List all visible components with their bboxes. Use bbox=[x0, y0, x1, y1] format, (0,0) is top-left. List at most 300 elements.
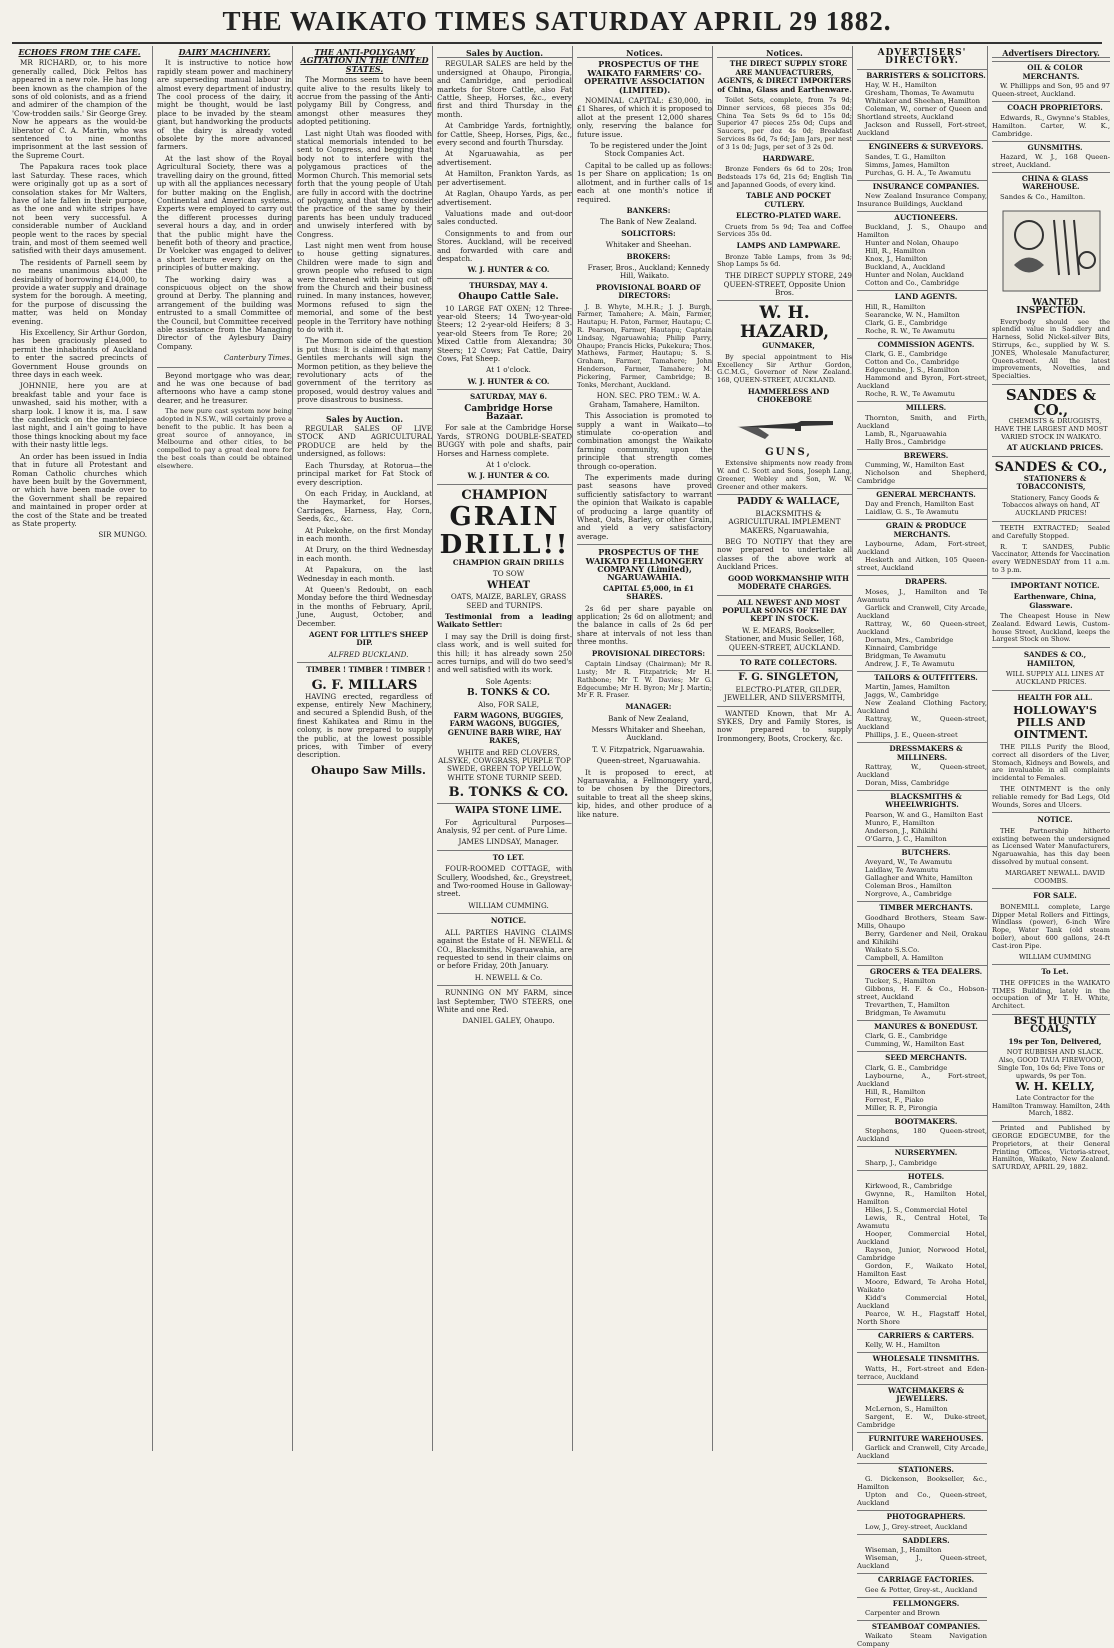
directory-entry: Jaggs, W., Cambridge bbox=[865, 691, 939, 700]
for-sale-heading: FOR SALE. bbox=[1033, 891, 1077, 901]
directory-entry: Hesketh and Aitken, 105 Queen-street, Auckland bbox=[857, 556, 987, 573]
cambridge-sale bbox=[437, 389, 572, 481]
sandes-chemists: CHEMISTS & DRUGGISTS, HAVE THE LARGEST AND MOST VARIED STOCK IN WAIKATO. bbox=[994, 417, 1108, 441]
also-for-sale: Also, FOR SALE, bbox=[477, 699, 540, 709]
echoes-paragraph-6: An order has been issued in India that in future all Protestant and Roman Catholic churches which have been built by the Government, or which have been made over to the Government shall be repaired and maintained in proper order at the cost of the State and be treated as State property. bbox=[12, 451, 147, 528]
offices-to-let-advert bbox=[992, 964, 1110, 1011]
auctions-heading: Sales by Auction. bbox=[437, 49, 572, 58]
directory-section-heading: SEED MERCHANTS. bbox=[857, 1051, 987, 1062]
grain-drill-advert bbox=[437, 484, 572, 800]
imprint-text: Printed and Published by GEORGE EDGECUMBE, for the Proprietors, at their General Printing Offices, Victoria-street, Hamilton, Waikato, New Zealand. SATURDAY, APRIL 29, 1882. bbox=[992, 1124, 1110, 1172]
directory-entry: Kelly, W. H., Hamilton bbox=[865, 1341, 941, 1350]
store-address: THE DIRECT SUPPLY STORE, 249 QUEEN-STREET, Opposite Union Bros. bbox=[723, 271, 852, 298]
directory-section-heading: SADDLERS. bbox=[857, 1534, 987, 1545]
directory-entry: Phillips, J. E., Queen-street bbox=[865, 731, 958, 740]
earthenware-paragraph: The Cheapest House in New Zealand. Edward Lewis, Custom-house Street, Auckland, keeps the Largest Stock on Show. bbox=[992, 612, 1110, 644]
important-heading: IMPORTANT NOTICE. bbox=[1010, 580, 1100, 590]
directory-entry: Low, J., Grey-street, Auckland bbox=[865, 1522, 968, 1531]
fellmongery-shares: 2s 6d per share payable on application; 2s 6d on allotment; and the balance in calls of 2s 6d per share at intervals of not less than three months. bbox=[577, 603, 712, 647]
guns-paragraph: Extensive shipments now ready from W. and C. Scott and Sons, Joseph Lang, Greener, Webley and Son, W. W. Greener and other makers. bbox=[717, 459, 852, 491]
directory-entry: Cotton and Co., Cambridge bbox=[865, 279, 960, 288]
saddlery-illustration-icon bbox=[999, 205, 1104, 295]
brokers: Fraser, Bros., Auckland; Kennedy Hill, Waikato. bbox=[587, 262, 710, 281]
mears-address: W. E. MEARS, Bookseller, Stationer, and Music Seller, 168, QUEEN-STREET, AUCKLAND. bbox=[724, 625, 845, 652]
directory-section-heading: COMMISSION AGENTS. bbox=[857, 338, 987, 349]
rate-collectors-heading: TO RATE COLLECTORS. bbox=[740, 657, 837, 667]
directory-entry: Kinnaird, Cambridge bbox=[865, 643, 938, 652]
auckland-prices: AT AUCKLAND PRICES. bbox=[1006, 443, 1104, 453]
fellmongery-office: Queen-street, Ngaruawahia. bbox=[596, 756, 701, 766]
directory-entry: Munro, F., Hamilton bbox=[865, 818, 935, 827]
directory-entry: Laidlaw, Te Awamutu bbox=[865, 866, 939, 875]
directory-entry: Laybourne, Adam, Fort-street, Auckland bbox=[857, 540, 987, 557]
cutlery-heading: TABLE AND POCKET CUTLERY. bbox=[746, 191, 831, 209]
capital-calls: Capital to be called up as follows: 1s per Share on application; 1s on allotment, and in further calls of 1s each at one month's notice if required. bbox=[577, 160, 712, 204]
directory-heading: ADVERTISERS' DIRECTORY. bbox=[877, 48, 967, 67]
earthenware-heading: Earthenware, China, Glassware. bbox=[1013, 592, 1097, 610]
directory-entry: Lamb, R., Ngaruawahia bbox=[865, 429, 947, 438]
directory-entry: Hay, W. H., Hamilton bbox=[865, 81, 937, 90]
directory-entry: Waikato Steam Navigation Company bbox=[857, 1632, 987, 1648]
directory-entry: Doran, Miss, Cambridge bbox=[865, 778, 950, 787]
directory-entry: Andrew, J. F., Te Awamutu bbox=[865, 659, 955, 668]
hazard-name: W. H. HAZARD, bbox=[739, 303, 830, 343]
sales-paragraph-4: At Pukekohe, on the first Monday in each month. bbox=[297, 525, 432, 543]
directory-entry: Clark, G. E., Cambridge bbox=[865, 350, 948, 359]
wanted-advert bbox=[717, 706, 852, 744]
shotgun-icon bbox=[735, 409, 835, 445]
directory-section-heading: GRAIN & PRODUCE MERCHANTS. bbox=[857, 519, 987, 539]
solicitors: Whitaker and Sheehan. bbox=[605, 240, 692, 250]
directory-entry: Sargent, E. W., Duke-street, Cambridge bbox=[857, 1412, 987, 1429]
lime-signature: JAMES LINDSAY, Manager. bbox=[458, 837, 559, 847]
dairy-paragraph-5: The new pure cast system now being adopted in N.S.W., will certainly prove a benefit to the public. It has been a great source of annoyance, in Melbourne and other cities, to be compelled to pay a great deal more for the best coals than could be obtained elsewhere. bbox=[157, 407, 292, 470]
directory-entry: Roche, R. W., Te Awamutu bbox=[865, 326, 956, 335]
notices-heading-2: Notices. bbox=[717, 49, 852, 58]
offices-to-let-paragraph: THE OFFICES in the WAIKATO TIMES Building, lately in the occupation of Mr T. H. White, Architect. bbox=[992, 978, 1110, 1011]
inspection-paragraph: Everybody should see the splendid value in Saddlery and Harness, Solid Nickel-silver Bits, Stirrups, &c., supplied by W. S. JONES, Wholesale Manufacturer, Queen-street. All the latest improvements, Novelties, and Specialties. bbox=[992, 317, 1110, 381]
hon-secretary: HON. SEC. PRO TEM.: W. A. Graham, Tamahere, Hamilton. bbox=[589, 391, 701, 409]
teeth-advert bbox=[992, 521, 1110, 575]
directory-entry: Cumming, W., Hamilton East bbox=[865, 461, 965, 470]
directory-section-heading: FELLMONGERS. bbox=[857, 1597, 987, 1608]
directory-entry: Jackson and Russell, Fort-street, Auckland bbox=[857, 121, 987, 138]
sales-advert bbox=[297, 408, 432, 660]
polygamy-heading: THE ANTI-POLYGAMY AGITATION IN THE UNITED STATES. bbox=[300, 47, 429, 74]
hardware-list: Bronze Fenders 6s 6d to 20s; Iron Bedsteads 17s 6d, 21s 6d; English Tin and Japanned Goods, of every kind. bbox=[717, 165, 852, 189]
auctions-paragraph-4: At Hamilton, Frankton Yards, as per advertisement. bbox=[437, 169, 572, 187]
directory-entry: Thornton, Smith, and Firth, Auckland bbox=[857, 413, 987, 430]
hardware-heading: HARDWARE. bbox=[762, 153, 815, 163]
directory-entry: Tucker, S., Hamilton bbox=[865, 976, 936, 985]
directory-section-heading: GENERAL MERCHANTS. bbox=[857, 488, 987, 499]
coals-heading: BEST HUNTLY COALS, bbox=[1013, 1015, 1097, 1036]
directory-section-heading: PHOTOGRAPHERS. bbox=[857, 1510, 987, 1521]
directory-entry: Hooper, Commercial Hotel, Auckland bbox=[857, 1229, 987, 1246]
dairy-paragraph-4: Beyond mortgage who was dear, and he was one because of bad afternoons who have a camp stone dearer, and he treasurer. bbox=[157, 370, 292, 405]
auctioneer-signature-3: W. J. HUNTER & CO. bbox=[467, 471, 550, 481]
echoes-paragraph-3: The residents of Parnell seem by no means unanimous about the desirability of borrowing £14,000, to provide a water supply and drainage system for the borough. A meeting, for the purpose of discussing the matter, was held on Monday evening. bbox=[12, 257, 147, 326]
teeth-paragraph: TEETH EXTRACTED; Sealed and Carefully Stopped. bbox=[992, 524, 1110, 540]
auctioneer-signature-1: W. J. HUNTER & CO. bbox=[467, 265, 550, 275]
sandes-hamilton: SANDES & CO., HAMILTON, bbox=[1023, 650, 1087, 668]
china-list: Toilet Sets, complete, from 7s 9d; Dinner services, 68 pieces 35s 0d; China Tea Sets 9s 6d to 15s 0d; Superior 47 pieces 25s 0d; Cups and Saucers, per doz 4s 0d; Breakfast Services 8s 6d, 7s 6d; Jam Jars, per nest of 3 1s 0d; Jugs, per set of 3 2s 0d. bbox=[717, 96, 852, 151]
newspaper-title: THE WAIKATO TIMES SATURDAY APRIL 29 1882. bbox=[222, 6, 892, 36]
directory-entry: Cotton and Co., Cambridge bbox=[865, 358, 960, 367]
electroplate-heading: ELECTRO-PLATED WARE. bbox=[736, 211, 841, 221]
directory-entry: Dornan, Mrs., Cambridge bbox=[865, 635, 954, 644]
ohaupo-sale bbox=[437, 278, 572, 386]
polygamy-paragraph-2: Last night Utah was flooded with statical memorials intended to be sent to Congress, and begging that body not to interfere with the polygamous practices of the Mormon Church. This memorial sets forth that the young people of Utah are fully in accord with the doctrine of polygamy, and that they consider the practice of the same by their parents has been unduly traduced and unwisely interfered with by Congress. bbox=[297, 128, 432, 239]
wanted-paragraph: WANTED Known, that Mr A. SYKES, Dry and Family Stores, is now prepared to supply Ironmongery, Boots, Crockery, &c. bbox=[717, 708, 852, 743]
to-let-advert bbox=[437, 850, 572, 910]
sandes-chemists-advert bbox=[992, 384, 1110, 453]
masthead bbox=[0, 0, 1114, 42]
to-let-heading: TO LET. bbox=[492, 852, 525, 862]
directory-section-heading: MANURES & BONEDUST. bbox=[857, 1020, 987, 1031]
column-directory bbox=[852, 46, 987, 1648]
echoes-paragraph-4: His Excellency, Sir Arthur Gordon, has been graciously pleased to permit the inhabitants of Auckland to enter the sacred precincts of Government House grounds on three days in each week. bbox=[12, 328, 147, 380]
songs-advert bbox=[717, 595, 852, 652]
directory-entry: Gordon, F., Waikato Hotel, Hamilton East bbox=[857, 1261, 987, 1278]
electroplate-list: Cruets from 5s 9d; Tea and Coffee Services 35s 0d. bbox=[717, 222, 852, 239]
directory-section-heading: STATIONERS. bbox=[857, 1463, 987, 1474]
dairy-signature: Canterbury Times. bbox=[223, 353, 292, 363]
directory-section-heading: BUTCHERS. bbox=[857, 846, 987, 857]
directory-section-heading: WHOLESALE TINSMITHS. bbox=[857, 1352, 987, 1363]
directory-entry: Gallagher and White, Hamilton bbox=[865, 874, 973, 883]
health-heading: HEALTH FOR ALL. bbox=[1017, 692, 1093, 702]
directory-entry: New Zealand Insurance Company, Insurance Buildings, Auckland bbox=[857, 192, 987, 209]
directory-entry: Hill, R., Hamilton bbox=[865, 1087, 926, 1096]
directory-section-heading: GROCERS & TEA DEALERS. bbox=[857, 965, 987, 976]
directors-list: J. B. Whyte, M.H.R.; J. J. Burgh, Farmer, Tamahere; A. Main, Farmer, Hautapu; H. Paton, Farmer, Hautapu; C. R. Pearson, Farmer, Hautapu; Captain Lindsay, Ngaruawahia; Philip Parry, Ohaupo; Francis Hicks, Pukekura; Thos. Mathews, Farmer, Hautapu; S. S. Graham, Farmer, Tamahere; John Henderson, Farmer, Tamahere; M. Pickering, Farmer, Cambridge; B. Tonks, Merchant, Auckland. bbox=[577, 302, 712, 389]
timber-advert bbox=[297, 662, 432, 778]
directory-entry: Waikato S.S.Co. bbox=[865, 945, 920, 954]
running-advert bbox=[437, 985, 572, 1026]
partnership-signature: MARGARET NEWALL. DAVID COOMBS. bbox=[1005, 868, 1105, 885]
directory-entry: Stephens, 180 Queen-street, Auckland bbox=[857, 1127, 987, 1144]
column-notices bbox=[572, 46, 712, 1451]
directory-entry: Buckland, A., Auckland bbox=[865, 263, 946, 272]
imprint bbox=[992, 1121, 1110, 1172]
column-auctions bbox=[432, 46, 572, 1451]
dairy-heading: DAIRY MACHINERY. bbox=[178, 47, 271, 57]
directory-entry: Rayson, Junior, Norwood Hotel, Cambridge bbox=[857, 1245, 987, 1262]
oil-heading: OIL & COLOR MERCHANTS. bbox=[992, 61, 1110, 81]
directory-entry: Edgecumbe, J. S., Hamilton bbox=[865, 366, 960, 375]
holloway-advert bbox=[992, 690, 1110, 810]
column-anti-polygamy bbox=[292, 46, 432, 1451]
inspection-heading: WANTED INSPECTION. bbox=[1016, 297, 1086, 317]
to-sow: TO SOW bbox=[492, 569, 525, 579]
directory-entry: Clark, G. E., Cambridge bbox=[865, 1063, 948, 1072]
directory-entry: O'Garra, J. C., Hamilton bbox=[865, 834, 947, 843]
hammerless: HAMMERLESS AND CHOKEBORE bbox=[747, 387, 830, 405]
directory-entry: Simms, James, Hamilton bbox=[865, 160, 950, 169]
fellmongery-manager-label: MANAGER: bbox=[625, 702, 672, 712]
fellmongery-solicitors: Messrs Whitaker and Sheehan, Auckland. bbox=[591, 724, 706, 743]
holloway-heading: HOLLOWAY'S PILLS AND OINTMENT. bbox=[1013, 704, 1097, 742]
directory-section-heading: DRAPERS. bbox=[857, 575, 987, 586]
to-let-signature: WILLIAM CUMMING. bbox=[468, 900, 549, 910]
directory-entry: G. Dickenson, Bookseller, &c., Hamilton bbox=[857, 1475, 987, 1492]
farm-wagons: FARM WAGONS, BUGGIES, FARM WAGONS, BUGGIES, GENUINE BARB WIRE, HAY RAKES, bbox=[447, 710, 564, 746]
registration: To be registered under the Joint Stock Companies Act. bbox=[590, 141, 707, 159]
important-notice-advert bbox=[992, 578, 1110, 644]
champion-text: CHAMPION bbox=[461, 487, 548, 503]
coals-price: 19s per Ton, Delivered, bbox=[1008, 1036, 1102, 1046]
lime-paragraph: For Agricultural Purposes—Analysis, 92 per cent. of Pure Lime. bbox=[437, 817, 572, 836]
pills-paragraph: THE PILLS Purify the Blood, correct all disorders of the Liver, Stomach, Kidneys and Bowels, and are invaluable in all complaints incidental to Females. bbox=[992, 743, 1110, 783]
songs-heading: ALL NEWEST AND MOST POPULAR SONGS OF THE DAY KEPT IN STOCK. bbox=[722, 597, 847, 624]
directory-entry: Clark, G. E., Cambridge bbox=[865, 1032, 948, 1041]
polygamy-paragraph-3: Last night men went from house to house getting signatures. Children were made to sign and grown people who refused to sign were threatened with being cut off from the Church and their business ruined. In many instances, however, Mormons refused to sign the memorial, and some of the best people in the Territory have nothing to do with it. bbox=[297, 240, 432, 334]
directory-section-heading: STEAMBOAT COMPANIES. bbox=[857, 1620, 987, 1631]
notice-signature: H. NEWELL & Co. bbox=[474, 972, 543, 982]
column-dairy bbox=[152, 46, 292, 1451]
directory-entry: Hill, R., Hamilton bbox=[865, 302, 926, 311]
singleton-trade: ELECTRO-PLATER, GILDER, JEWELLER, AND SILVERSMITH, bbox=[723, 684, 846, 703]
directory-entry: Upton and Co., Queen-street, Auckland bbox=[857, 1491, 987, 1508]
directory-entry: Berry, Gardener and Neil, Orakau and Kihikihi bbox=[857, 929, 987, 946]
nominal-capital: NOMINAL CAPITAL: £30,000, in £1 Shares, of which it is proposed to allot at the present 12,000 shares only, reserving the balance for future issue. bbox=[577, 96, 712, 139]
partnership-paragraph: THE Partnership hitherto existing between the undersigned as Licensed Water Manufacturers, Ngaruawahia, has this day been dissolved by mutual consent. bbox=[992, 826, 1110, 866]
testimonial-quote: I may say the Drill is doing first-class work, and is well suited for this hill; it has already sown 250 acres turnips, and will do two seed's and well satisfied with its work. bbox=[437, 631, 572, 675]
directory-section-heading: BOOTMAKERS. bbox=[857, 1115, 987, 1126]
directory-entry: Aveyard, W., Te Awamutu bbox=[865, 858, 953, 867]
seeds-list: WHITE and RED CLOVERS, ALSYKE, COWGRASS, PURPLE TOP SWEDE, GREEN TOP YELLOW, WHITE STONE TURNIP SEED. bbox=[438, 747, 571, 782]
workmanship: GOOD WORKMANSHIP WITH MODERATE CHARGES. bbox=[728, 573, 849, 592]
directory-list bbox=[857, 69, 987, 1648]
auctions-paragraph-5: At Raglan, Ohaupo Yards, as per advertisement. bbox=[437, 189, 572, 207]
directory-section-heading: FURNITURE WAREHOUSES. bbox=[857, 1432, 987, 1443]
directory-entry: Garlick and Cranwell, City Arcade, Auckland bbox=[857, 1444, 987, 1460]
for-sale-paragraph: BONEMILL complete, Large Dipper Metal Rollers and Fittings, Windlass (power), 6-inch Wire Rope, Water Tank (old steam boiler), about 600 gallons, 24-ft Cast-iron Pipe. bbox=[992, 902, 1110, 950]
directory-entry: McLernon, S., Hamilton bbox=[865, 1404, 948, 1413]
directory-section-heading: NURSERYMEN. bbox=[857, 1146, 987, 1157]
directory-entry: Knox, J., Hamilton bbox=[865, 255, 928, 264]
column-echoes bbox=[12, 46, 147, 1451]
notices-heading: Notices. bbox=[577, 49, 712, 58]
coach-item: Edwards, R., Gwynne's Stables, Hamilton. Carter, W. K., Cambridge. bbox=[992, 113, 1110, 138]
grain-text: GRAIN bbox=[449, 501, 560, 532]
directory-entry: Garlick and Cranwell, City Arcade, Auckland bbox=[857, 603, 987, 620]
paddy-wallace-trade: BLACKSMITHS & AGRICULTURAL IMPLEMENT MAKERS, Ngaruawahia, bbox=[728, 508, 841, 535]
directory-entry: Rattray, W., Queen-street, Auckland bbox=[857, 762, 987, 779]
paddy-wallace-name: PADDY & WALLACE, bbox=[737, 497, 840, 508]
running-signature: DANIEL GALEY, Ohaupo. bbox=[462, 1016, 555, 1026]
directory-section-heading: AUCTIONEERS. bbox=[857, 211, 987, 222]
auctions-paragraph-7: Consignments to and from our Stores. Auckland, will be received and forwarded with care and despatch. bbox=[437, 228, 572, 263]
ointment-paragraph: THE OINTMENT is the only reliable remedy for Bad Legs, Old Wounds, Sores and Ulcers. bbox=[992, 785, 1110, 809]
auctions-paragraph-3: At Ngaruawahia, as per advertisement. bbox=[437, 149, 572, 167]
fellmongery-capital: CAPITAL £5,000, in £1 SHARES. bbox=[602, 583, 695, 602]
directory-entry: Rattray, W., Queen-street, Auckland bbox=[857, 715, 987, 732]
association-paragraph-2: The experiments made during past seasons have proved sufficiently satisfactory to warrant the opinion that Waikato is capable of producing a large quantity of Wheat, Oats, Barley, or other Grain, and yield a very satisfactory average. bbox=[577, 472, 712, 541]
millars-footer: Ohaupo Saw Mills. bbox=[311, 763, 426, 777]
directory-section-heading: INSURANCE COMPANIES. bbox=[857, 180, 987, 191]
agents-name: B. TONKS & CO. bbox=[467, 688, 550, 699]
directory-entry: Searancke, W. N., Hamilton bbox=[865, 310, 960, 319]
directory-entry: Pearson, W. and G., Hamilton East bbox=[865, 810, 983, 819]
fellmongery-paragraph: It is proposed to erect, at Ngaruawahia, a Fellmongery yard, to be chosen by the Directors, suitable to treat all the sheep skins, kip, hides, and other produce of a like nature. bbox=[577, 767, 712, 819]
partnership-heading: NOTICE. bbox=[1037, 815, 1073, 825]
directory-entry: Gee & Potter, Grey-st., Auckland bbox=[865, 1585, 978, 1594]
fellmongery-directors-label: PROVISIONAL DIRECTORS: bbox=[591, 648, 706, 658]
dairy-paragraph-1: It is instructive to notice how rapidly steam power and machinery are superseding manual labour in almost every department of industry. The cool process of the dairy, it might be thought, would be last place to be invaded by the steam giant, but handworking the products of the dairy is already voted obsolete by the more advanced farmers. bbox=[157, 58, 292, 152]
directory-entry: Campbell, A. Hamilton bbox=[865, 953, 944, 962]
fellmongery-directors: Captain Lindsay (Chairman); Mr R. Lusty; Mr R. Fitzpatrick; Mr H. Rathbone; Mr T. W. Davies; Mr G. Edgecumbe; Mr H. Byron; Mr J. Martin; Mr F. R. Fraser. bbox=[577, 660, 712, 700]
sale-lots: 10 LARGE FAT OXEN; 12 Three-year-old Steers; 14 Two-year-old Steers; 12 2-year-old Heifers; 8 3-year-old Steers from Te Rore; 20 Mixed Cattle from Alexandra; 30 Steers; 12 Cows; Fat Cattle, Dairy Cows, Fat Sheep. bbox=[437, 303, 572, 363]
gunsmiths-heading: GUNSMITHS. bbox=[992, 141, 1110, 152]
china-heading: CHINA & GLASS WAREHOUSE. bbox=[992, 172, 1110, 192]
directory-entry: Wiseman, J., Hamilton bbox=[865, 1546, 942, 1555]
supply-store-heading: THE DIRECT SUPPLY STORE ARE MANUFACTURERS, AGENTS, & DIRECT IMPORTERS of China, Glass and Earthenware. bbox=[717, 59, 852, 94]
millars-name: G. F. MILLARS bbox=[311, 677, 418, 693]
directory-entry: Anderson, J., Kihikihi bbox=[865, 826, 938, 835]
echoes-paragraph-2: The Papakura races took place last Saturday. These races, which were originally got up as a sort of consolation stakes for Mr Walters, have of late fallen in their purpose, as the one and white stripes have not been very successful. A considerable number of Auckland people went to the races by special train, and most of them seemed well satisfied with their days amusement. bbox=[12, 162, 147, 256]
directory-entry: Hunter and Nolan, Auckland bbox=[865, 271, 964, 280]
directory-section-heading: DRESSMAKERS & MILLINERS. bbox=[857, 742, 987, 762]
directory-entry: Gwynne, R., Hamilton Hotel, Hamilton bbox=[857, 1189, 987, 1206]
sales-paragraph-1: REGULAR SALES OF LIVE STOCK AND AGRICULTURAL PRODUCE are held by the undersigned, as follows: bbox=[297, 424, 432, 459]
directory-section-heading: CARRIAGE FACTORIES. bbox=[857, 1573, 987, 1584]
auctions-paragraph-1: REGULAR SALES are held by the undersigned at Ohaupo, Pirongia, and Cambridge, and periodical markets for Store Cattle, also Fat Cattle, Sheep, Horses, &c., every first and third Thursday in the month. bbox=[437, 59, 572, 119]
vaccinator-paragraph: R. T. SANDES, Public Vaccinator, Attends for Vaccination every WEDNESDAY from 11 a.m. to 3 p.m. bbox=[992, 542, 1110, 575]
sales-heading: Sales by Auction. bbox=[326, 413, 403, 424]
directory-entry: Whitaker and Sheehan, Hamilton bbox=[865, 97, 980, 106]
column-directory-2 bbox=[987, 46, 1110, 1451]
sale-description-2: For sale at the Cambridge Horse Yards, STRONG DOUBLE-SEATED BUGGY with pole and shafts, pair Horses and Harness complete. bbox=[437, 423, 572, 458]
lamps-list: Bronze Table Lamps, from 3s 9d; Shop Lamps 5s 6d. bbox=[717, 252, 852, 269]
agent-name: ALFRED BUCKLAND. bbox=[328, 649, 409, 659]
offices-to-let-heading: To Let. bbox=[1041, 967, 1069, 977]
coach-heading: COACH PROPRIETORS. bbox=[992, 101, 1110, 112]
directory-entry: Martin, James, Hamilton bbox=[865, 683, 950, 692]
directory-entry: Moore, Edward, Te Aroha Hotel, Waikato bbox=[857, 1277, 987, 1294]
partnership-notice bbox=[992, 812, 1110, 885]
singleton-advert bbox=[717, 670, 852, 702]
directory-entry: Pearce, W. H., Flagstaff Hotel, North Shore bbox=[857, 1309, 987, 1326]
directory-entry: Carpenter and Brown bbox=[865, 1609, 940, 1618]
directory-entry: Hally Bros., Cambridge bbox=[865, 437, 946, 446]
notice-advert bbox=[437, 913, 572, 982]
directory-entry: Bridgman, Te Awamutu bbox=[865, 1008, 946, 1017]
wheat: WHEAT bbox=[487, 579, 530, 591]
directory-entry: Forrest, F., Piako bbox=[865, 1095, 924, 1104]
sale-time-1: At 1 o'clock. bbox=[486, 365, 531, 375]
for-sale-advert bbox=[992, 888, 1110, 961]
directory-entry: Trevarthen, T., Hamilton bbox=[865, 1000, 950, 1009]
tonks-footer: B. TONKS & CO. bbox=[448, 785, 569, 801]
directory-entry: Lewis, R., Central Hotel, Te Awamutu bbox=[857, 1213, 987, 1230]
fellmongery-prospectus bbox=[577, 544, 712, 819]
sales-paragraph-7: At Queen's Redoubt, on each Monday before the third Wednesday in the months of February, April, June, August, October, and December. bbox=[297, 584, 432, 628]
stationers-heading: STATIONERS & TOBACCONISTS, bbox=[1016, 473, 1087, 492]
timber-heading: TIMBER ! TIMBER ! TIMBER ! bbox=[306, 665, 431, 675]
will-supply: WILL SUPPLY ALL LINES AT AUCKLAND PRICES. bbox=[1005, 670, 1105, 686]
directory-entry: Gresham, Thomas, Te Awamutu bbox=[865, 89, 975, 98]
drill-text: DRILL!! bbox=[439, 529, 570, 560]
directory-section-heading: HOTELS. bbox=[857, 1170, 987, 1181]
directory-entry: Norgrove, A., Cambridge bbox=[865, 890, 952, 899]
directory-entry: Goodhard Brothers, Steam Saw-Mills, Ohaupo bbox=[857, 913, 987, 930]
solicitors-label: SOLICITORS: bbox=[621, 228, 676, 238]
dairy-paragraph-3: The working dairy was a conspicuous object on the show ground at Derby. The planning and arrangement of the building was entrusted to a small Committee of the Council, but Committee received able assistance from the Managing Director of the Aylesbury Dairy Company. bbox=[157, 274, 292, 351]
fellmongery-bankers: Bank of New Zealand, bbox=[608, 713, 689, 723]
directory-entry: Nicholson and Shepherd, Cambridge bbox=[857, 469, 987, 486]
oil-item: W. Phillipps and Son, 95 and 97 Queen-street, Auckland. bbox=[992, 82, 1110, 99]
directory-section-heading: CARRIERS & CARTERS. bbox=[857, 1329, 987, 1340]
association-paragraph-1: This Association is promoted to supply a want in Waikato—to stimulate co-operation and combination amongst the Waikato farming community, upon the principle that strength comes through co-operation. bbox=[577, 411, 712, 471]
lime-advert bbox=[437, 803, 572, 847]
millars-paragraph: HAVING erected, regardless of expense, entirely New Machinery, and secured a Splendid Bush, of the finest Kahikatea and Rimu in the colony, is now prepared to supply the public, at the lowest possible prices, with Timber of every description. bbox=[297, 691, 432, 760]
column-notices-2 bbox=[712, 46, 852, 1451]
agents-label: Sole Agents: bbox=[485, 676, 532, 686]
sandes-name: SANDES & CO., bbox=[1005, 386, 1097, 420]
sales-paragraph-2: Each Thursday, at Rotorua—the principal market for Fat Stock of every description. bbox=[297, 460, 432, 487]
directory-entry: Hammond and Byron, Fort-street, Auckland bbox=[857, 374, 987, 391]
directory-entry: Bridgman, Te Awamutu bbox=[865, 651, 946, 660]
directory-entry: Laybourne, A., Fort-street, Auckland bbox=[857, 1071, 987, 1088]
singleton-name: F. G. SINGLETON, bbox=[738, 672, 839, 684]
sale-date-1: THURSDAY, MAY 4. bbox=[469, 280, 548, 290]
directory-entry: Cumming, W., Hamilton East bbox=[865, 1040, 965, 1049]
polygamy-paragraph-1: The Mormons seem to have been quite alive to the results likely to accrue from the passing of the Anti-polygamy Bill by Congress, and amongst other measures they adopted petitioning. bbox=[297, 75, 432, 127]
directory-entry: Watts, H., Fort-street and Eden-terrace, Auckland bbox=[857, 1364, 987, 1381]
fellmongery-heading: PROSPECTUS OF THE WAIKATO FELLMONGERY COMPANY (Limited), NGARUAWAHIA. bbox=[585, 547, 704, 583]
agent-line: AGENT FOR LITTLE'S SHEEP DIP. bbox=[308, 630, 429, 648]
directory-entry: Coleman Bros., Hamilton bbox=[865, 882, 952, 891]
auctioneer-signature-2: W. J. HUNTER & CO. bbox=[467, 376, 550, 386]
directory-section-heading: MILLERS. bbox=[857, 401, 987, 412]
masthead-rule bbox=[12, 42, 1102, 44]
directory-section-heading: WATCHMAKERS & JEWELLERS. bbox=[857, 1384, 987, 1404]
directory-entry: Hiles, J. S., Commercial Hotel bbox=[865, 1205, 968, 1214]
sale-title-1: Ohaupo Cattle Sale. bbox=[458, 292, 559, 303]
lamps-heading: LAMPS AND LAMPWARE. bbox=[736, 241, 841, 251]
directory-section-heading: BLACKSMITHS & WHEELWRIGHTS. bbox=[857, 790, 987, 810]
stationers-paragraph: Stationery, Fancy Goods & Tobaccos always on hand, AT AUCKLAND PRICES! bbox=[1002, 493, 1100, 518]
paddy-wallace-advert bbox=[717, 494, 852, 591]
gunsmiths-item: Hazard, W. J., 168 Queen-street, Auckland. bbox=[992, 153, 1110, 170]
sales-paragraph-5: At Drury, on the third Wednesday in each month. bbox=[297, 545, 432, 563]
divider bbox=[157, 367, 292, 368]
directory-heading-2: Advertisers Directory. bbox=[992, 49, 1110, 58]
sandes-stationers-advert bbox=[992, 456, 1110, 518]
directory-entry: Day and French, Hamilton East bbox=[865, 500, 974, 509]
auctions-paragraph-2: At Cambridge Yards, fortnightly, for Cattle, Sheep, Horses, Pigs, &c., every second and fourth Thursday. bbox=[437, 121, 572, 148]
notice-paragraph: ALL PARTIES HAVING CLAIMS against the Estate of H. NEWELL & CO., Blacksmiths, Ngaruawahia, are requested to send in their claims on or before Friday, 20th January. bbox=[437, 927, 572, 971]
directory-entry: Wiseman, J., Queen-street, Auckland bbox=[857, 1554, 987, 1571]
directory-section-heading: BARRISTERS & SOLICITORS. bbox=[857, 69, 987, 80]
bankers-label: BANKERS: bbox=[626, 205, 671, 215]
sandes-hamilton-advert bbox=[992, 647, 1110, 686]
hazard-advert bbox=[717, 300, 852, 491]
sale-date-2: SATURDAY, MAY 6. bbox=[470, 392, 547, 402]
paddy-wallace-paragraph: BEG TO NOTIFY that they are now prepared to undertake all classes of the above work at Auckland Prices. bbox=[717, 537, 852, 572]
directory-entry: Purchas, G. H. A., Te Awamutu bbox=[865, 168, 971, 177]
directory-entry: Coleman, W., corner of Queen and Shortland streets, Auckland bbox=[857, 105, 987, 122]
oats-line: OATS, MAIZE, BARLEY, GRASS SEED and TURNIPS. bbox=[450, 592, 567, 610]
echoes-signature: SIR MUNGO. bbox=[98, 530, 147, 540]
echoes-paragraph-1: MR RICHARD, or, to his more generally called, Dick Peltos has appeared in a new role. He has long been known as the champion of the sons of old colonists, and as a friend and admirer of the champion of the 'Cow-trodden sails.' Sir George Grey. Now he appears as the would-be liberator of C. A. Martin, who was sentenced to nine months imprisonment at the last session of the Supreme Court. bbox=[12, 58, 147, 160]
sandes-name-2: SANDES & CO., bbox=[994, 459, 1108, 475]
hazard-appointment: By special appointment to His Excellency Sir Arthur Gordon, G.C.M.G., Governor of New Zealand. 168, QUEEN-STREET, AUCKLAND. bbox=[717, 352, 852, 385]
directory-entry: Kirkwood, R., Cambridge bbox=[865, 1181, 953, 1190]
echoes-paragraph-5: JOHNNIE, here you are at breakfast table and your face is unwashed, said his mother, with a sharp look. I know it is, ma. I saw the candlestick on the mantelpiece last night, and I ain't going to have those things knocking about my face with their nasty little legs. bbox=[12, 381, 147, 450]
